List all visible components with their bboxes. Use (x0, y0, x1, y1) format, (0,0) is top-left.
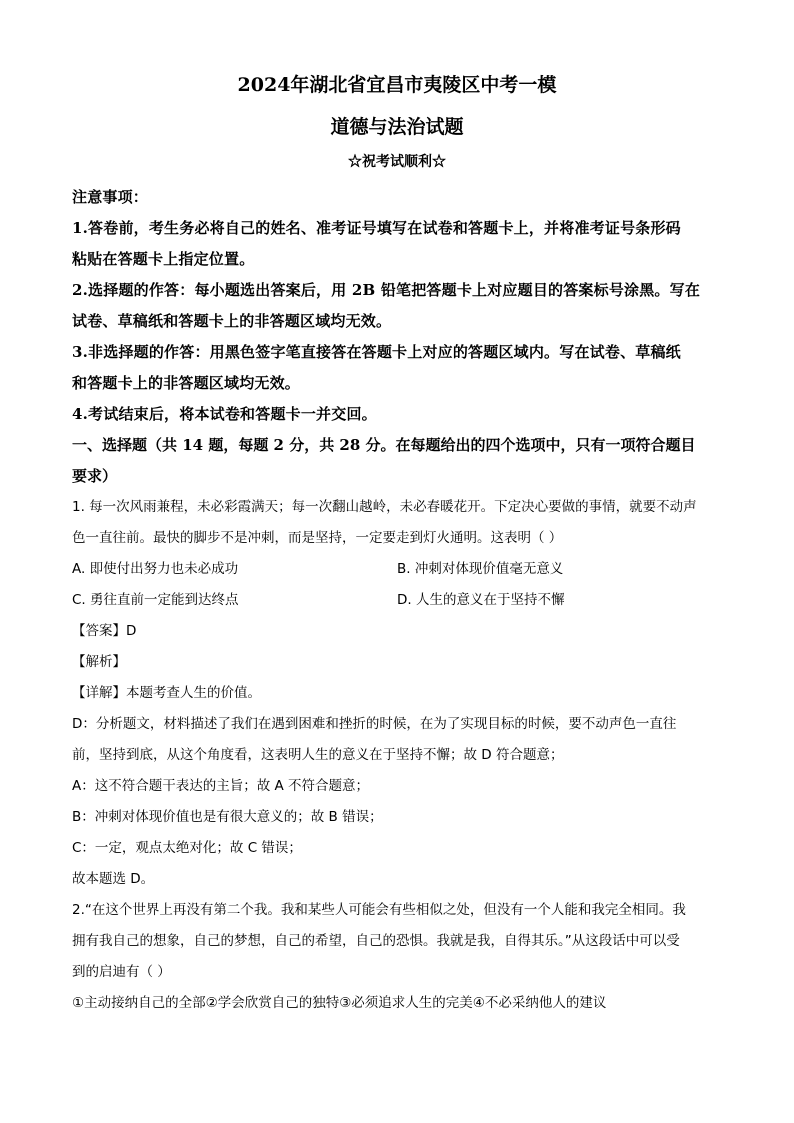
notes-section (72, 182, 727, 430)
question-2-choices: ①主动接纳自己的全部②学会欣赏自己的独特③必须追求人生的完美④不必采纳他人的建议 (72, 995, 607, 1011)
question-1-answer: 【答案】D (72, 623, 137, 639)
option-b: B. 冲刺对体现价值毫无意义 (397, 561, 564, 577)
question-1-detail: C：一定，观点太绝对化；故 C 错误； (72, 840, 302, 856)
exam-title: 2024年湖北省宜昌市夷陵区中考一模 (237, 74, 557, 96)
option-d: D. 人生的意义在于坚持不懈 (397, 592, 565, 608)
section-heading-line: 一、选择题（共 14 题，每题 2 分，共 28 分。在每题给出的四个选项中，只有一项符合题目 (72, 436, 696, 454)
notes-line: 1.答卷前，考生务必将自己的姓名、准考证号填写在试卷和答题卡上，并将准考证号条形码 (72, 219, 681, 237)
section-heading (72, 430, 727, 492)
question-1-stem: 1. 每一次风雨兼程，未必彩霞满天；每一次翻山越岭，未必春暖花开。下定决心要做的事情，就要不动声 (72, 499, 697, 515)
question-2-stem: 到的启迪有（ ） (72, 964, 171, 980)
notes-line: 3.非选择题的作答：用黑色签字笔直接答在答题卡上对应的答题区域内。写在试卷、草稿纸 (72, 343, 681, 361)
exam-wish: ☆祝考试顺利☆ (348, 154, 446, 170)
question-1-detail: B：冲刺对体现价值也是有很大意义的；故 B 错误； (72, 809, 383, 825)
notes-line: 和答题卡上的非答题区域均无效。 (72, 374, 301, 392)
question-1-detail: 前，坚持到底，从这个角度看，这表明人生的意义在于坚持不懈；故 D 符合题意； (72, 747, 564, 763)
question-1 (72, 492, 727, 895)
question-2 (72, 895, 727, 1019)
question-1-detail: 故本题选 D。 (72, 871, 155, 887)
notes-line: 4.考试结束后，将本试卷和答题卡一并交回。 (72, 405, 377, 423)
exam-subject: 道德与法治试题 (330, 116, 464, 138)
question-1-detail: D：分析题文，材料描述了我们在遇到困难和挫折的时候，在为了实现目标的时候，要不动声色一直往 (72, 716, 677, 732)
question-1-analysis-label: 【解析】 (72, 654, 126, 670)
question-2-stem: 2.“在这个世界上再没有第二个我。我和某些人可能会有些相似之处，但没有一个人能和我完全相同。我 (72, 902, 686, 918)
question-2-stem: 拥有我自己的想象，自己的梦想，自己的希望，自己的恐惧。我就是我，自得其乐。”从这段话中可以受 (72, 933, 680, 949)
question-1-options-row (72, 554, 727, 585)
notes-line: 试卷、草稿纸和答题卡上的非答题区域均无效。 (72, 312, 392, 330)
question-1-detail: 【详解】本题考查人生的价值。 (72, 685, 261, 701)
question-1-options-row (72, 585, 727, 616)
notes-line: 2.选择题的作答：每小题选出答案后，用 2B 铅笔把答题卡上对应题目的答案标号涂黑。写在 (72, 281, 701, 299)
question-1-stem: 色一直往前。最快的脚步不是冲刺，而是坚持，一定要走到灯火通明。这表明（ ） (72, 530, 563, 546)
option-c: C. 勇往直前一定能到达终点 (72, 592, 239, 608)
notes-heading: 注意事项： (72, 188, 149, 206)
notes-line: 粘贴在答题卡上指定位置。 (72, 250, 255, 268)
section-heading-line: 要求） (72, 467, 118, 485)
question-1-detail: A：这不符合题干表达的主旨；故 A 不符合题意； (72, 778, 370, 794)
exam-content (72, 182, 727, 1019)
option-a: A. 即使付出努力也未必成功 (72, 561, 239, 577)
